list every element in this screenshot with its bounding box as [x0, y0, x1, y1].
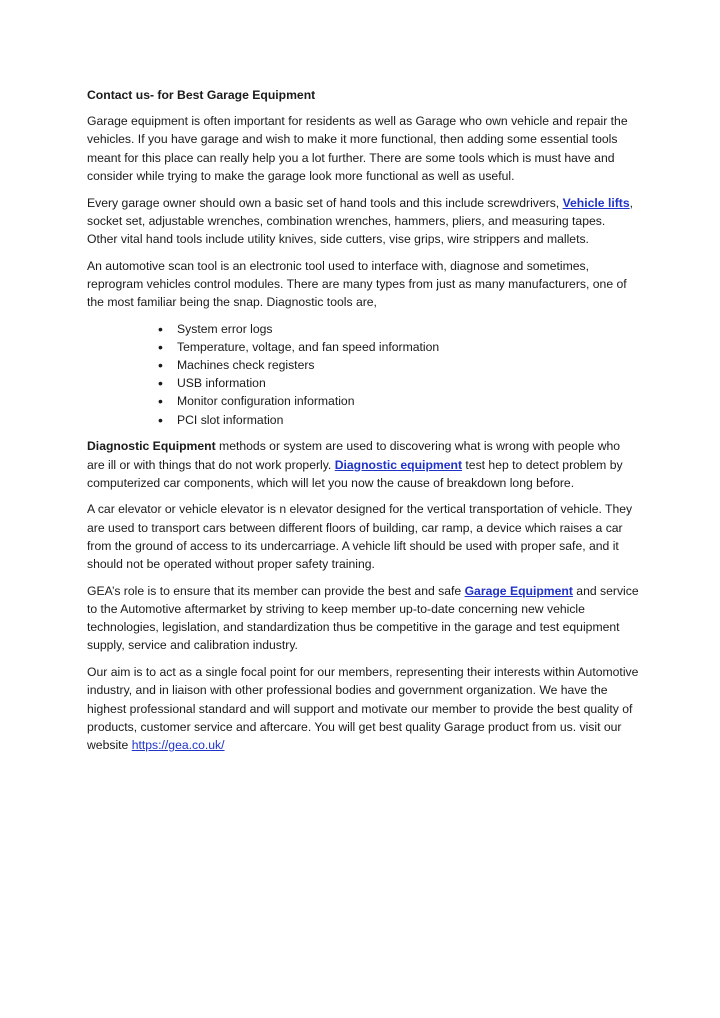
paragraph-hand-tools — [87, 194, 639, 249]
bold-term: Diagnostic Equipment — [87, 439, 216, 454]
paragraph-diagnostic-equipment — [87, 437, 639, 492]
paragraph-text: and service to the Automotive aftermarket by striving to keep member up-to-date concerning new vehicle technologies, legislation, and standardization thus be competitive in the garage and test equipment supply, service and calibration industry. — [87, 583, 639, 653]
website-link[interactable]: https://gea.co.uk/ — [131, 737, 225, 752]
diagnostic-tools-list — [87, 320, 639, 429]
paragraph-intro: Garage equipment is often important for residents as well as Garage who own vehicle and repair the vehicles. If you have garage and wish to make it more functional, then adding some essential tools meant for this place can really help you a lot further. There are some tools which is must have and consider while trying to make the garage look more functional as well as useful. — [87, 114, 628, 183]
list-item: • PCI slot information — [177, 411, 639, 429]
list-item: • Monitor configuration information — [177, 392, 639, 410]
paragraph-car-elevator: A car elevator or vehicle elevator is n elevator designed for the vertical transportation of vehicle. They are used to transport cars between different floors of building, car ramp, a device which raises a car from the ground of access to its undercarriage. A vehicle lift should be used with proper safe, and it should not be operated without proper safety training. — [87, 502, 633, 572]
paragraph-scan-tool: An automotive scan tool is an electronic tool used to interface with, diagnose and sometimes, reprogram vehicles control modules. There are many types from just as many manufacturers, one of the most familiar being the snap. Diagnostic tools are, — [87, 258, 627, 310]
vehicle-lifts-link[interactable]: Vehicle lifts — [562, 195, 630, 210]
paragraph-gea-role — [87, 582, 639, 655]
list-item: • USB information — [177, 374, 639, 392]
paragraph-text: GEA’s role is to ensure that its member can provide the best and safe — [87, 583, 465, 598]
paragraph-text: test hep to detect problem by computerized car components, which will let you now the cause of breakdown long before. — [87, 457, 623, 490]
paragraph-our-aim — [87, 663, 639, 754]
paragraph-text: , socket set, adjustable wrenches, combination wrenches, hammers, pliers, and measuring tapes. Other vital hand tools include utility knives, side cutters, vise grips, wire strippers and mallets. — [87, 195, 634, 246]
garage-equipment-link[interactable]: Garage Equipment — [464, 583, 573, 598]
list-item: • Machines check registers — [177, 356, 639, 374]
list-item: • System error logs — [177, 320, 639, 338]
paragraph-text: methods or system are used to discovering what is wrong with people who are ill or with things that do not work properly. — [87, 439, 621, 472]
diagnostic-equipment-link[interactable]: Diagnostic equipment — [334, 457, 463, 472]
list-item: • Temperature, voltage, and fan speed information — [177, 338, 639, 356]
document-title: Contact us- for Best Garage Equipment — [87, 88, 316, 102]
document-page — [87, 86, 639, 763]
paragraph-text: Every garage owner should own a basic set of hand tools and this include screwdrivers, — [87, 195, 563, 210]
paragraph-text: Our aim is to act as a single focal point for our members, representing their interests within Automotive industry, and in liaison with other professional bodies and government organization. We have the highest professional standard and will support and motivate our member to provide the best quality of products, customer service and aftercare. You will get best quality Garage product from us. visit our website — [87, 665, 639, 752]
